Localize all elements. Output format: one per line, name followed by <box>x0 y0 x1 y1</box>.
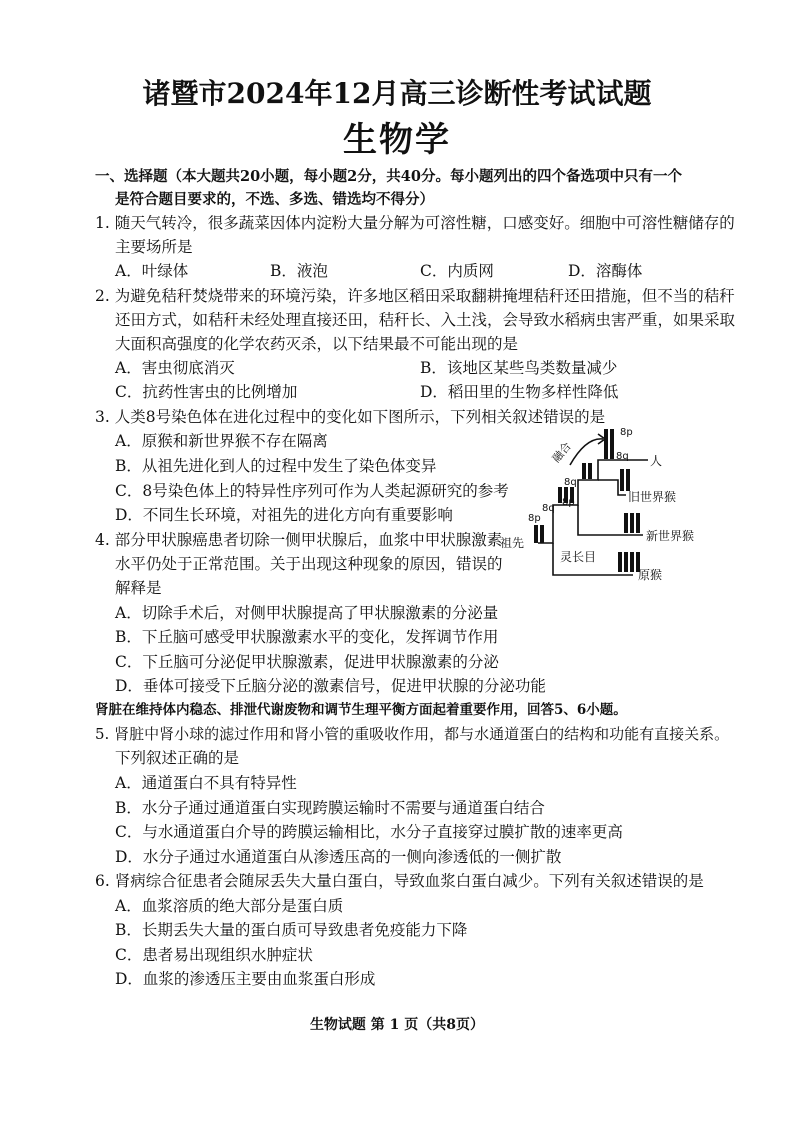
figure-label-8p-top: 8p <box>620 427 633 438</box>
chromosome-prosimian-2 <box>624 552 628 572</box>
chromosome-prosimian-1 <box>618 552 622 572</box>
q1-stem-line1: 1. 随天气转冷，很多蔬菜因体内淀粉大量分解为可溶性糖，口感变好。细胞中可溶性糖储存的 <box>95 214 735 232</box>
q5-stem-line1: 5. 肾脏中肾小球的滤过作用和肾小管的重吸收作用，都与水通道蛋白的结构和功能有直接关系。 <box>95 725 730 743</box>
q6-option-a: A．血浆溶质的绝大部分是蛋白质 <box>115 897 344 915</box>
figure-label-prosimian: 原猴 <box>638 568 663 582</box>
q2-stem-line1: 2. 为避免秸秆焚烧带来的环境污染，许多地区稻田采取翻耕掩埋秸秆还田措施，但不当的秸秆 <box>95 287 735 305</box>
figure-label-8p-low: 8p <box>528 513 541 524</box>
figure-label-primates: 灵长目 <box>560 550 597 564</box>
q5-option-c: C．与水通道蛋白介导的跨膜运输相比，水分子直接穿过膜扩散的速率更高 <box>115 823 623 841</box>
q4-option-d: D．垂体可接受下丘脑分泌的激素信号，促进甲状腺的分泌功能 <box>115 677 546 695</box>
chromosome-ancestor-1 <box>534 525 538 543</box>
section-heading-line2: 是符合题目要求的，不选、多选、错选均不得分） <box>115 191 434 208</box>
q3-option-d: D．不同生长环境，对祖先的进化方向有重要影响 <box>115 506 453 524</box>
figure-label-old-world: 旧世界猴 <box>628 490 677 504</box>
q4-stem-line3: 解释是 <box>115 579 162 597</box>
shared-context-note: 肾脏在维持体内稳态、排泄代谢废物和调节生理平衡方面起着重要作用，回答5、6小题。 <box>95 702 627 718</box>
q2-option-b: B．该地区某些鸟类数量减少 <box>420 359 618 377</box>
q5-stem-line2: 下列叙述正确的是 <box>115 749 240 767</box>
q1-option-b: B．液泡 <box>270 262 328 280</box>
q3-option-b: B．从祖先进化到人的过程中发生了染色体变异 <box>115 457 437 475</box>
figure-label-8q-top: 8q <box>616 451 629 462</box>
q5-option-b: B．水分子通过通道蛋白实现跨膜运输时不需要与通道蛋白结合 <box>115 799 545 817</box>
q6-option-b: B．长期丢失大量的蛋白质可导致患者免疫能力下降 <box>115 921 468 939</box>
figure-label-8p-mid: 8p <box>562 497 575 508</box>
chromosome-old-world-2 <box>626 469 630 491</box>
q5-option-a: A．通道蛋白不具有特异性 <box>115 774 297 792</box>
q4-option-c: C．下丘脑可分泌促甲状腺激素，促进甲状腺激素的分泌 <box>115 653 499 671</box>
q1-option-c: C．内质网 <box>420 262 494 280</box>
chromosome-new-world-1 <box>624 513 628 533</box>
q3-option-c: C．8号染色体上的特异性序列可作为人类起源研究的参考 <box>115 482 509 500</box>
figure-label-ancestor: 祖先 <box>500 536 525 550</box>
figure-label-new-world: 新世界猴 <box>646 529 695 543</box>
chromosome-new-world-2 <box>630 513 634 533</box>
subject-title: 生物学 <box>343 120 451 160</box>
q4-option-a: A．切除手术后，对侧甲状腺提高了甲状腺激素的分泌量 <box>115 604 499 622</box>
chromosome-node2-1 <box>582 463 586 479</box>
q6-stem: 6. 肾病综合征患者会随尿丢失大量白蛋白，导致血浆白蛋白减少。下列有关叙述错误的是 <box>95 872 704 890</box>
figure-label-8q-mid: 8q <box>564 477 577 488</box>
chromosome-node2-2 <box>588 463 592 479</box>
chromosome-human-1 <box>604 429 608 459</box>
q3-option-a: A．原猴和新世界猴不存在隔离 <box>115 432 328 450</box>
q2-stem-line3: 大面积高强度的化学农药灭杀，以下结果最不可能出现的是 <box>115 335 519 353</box>
q2-option-d: D．稻田里的生物多样性降低 <box>420 383 619 401</box>
q4-option-b: B．下丘脑可感受甲状腺激素水平的变化，发挥调节作用 <box>115 628 499 646</box>
q4-stem-line2: 水平仍处于正常范围。关于出现这种现象的原因，错误的 <box>115 555 503 573</box>
q1-option-a: A．叶绿体 <box>115 262 189 280</box>
q4-stem-line1: 4. 部分甲状腺癌患者切除一侧甲状腺后，血浆中甲状腺激素 <box>95 531 503 549</box>
chromosome-ancestor-2 <box>540 525 544 543</box>
figure-label-8q-low: 8q <box>542 503 555 514</box>
q3-stem: 3. 人类8号染色体在进化过程中的变化如下图所示，下列相关叙述错误的是 <box>95 408 606 426</box>
chromosome-evolution-figure <box>498 425 713 595</box>
chromosome-human-2 <box>610 429 614 459</box>
figure-label-human: 人 <box>650 454 663 468</box>
chromosome-new-world-3 <box>636 513 640 533</box>
q2-option-c: C．抗药性害虫的比例增加 <box>115 383 298 401</box>
q1-stem-line2: 主要场所是 <box>115 238 193 256</box>
q6-option-d: D．血浆的渗透压主要由血浆蛋白形成 <box>115 970 376 988</box>
chromosome-old-world-1 <box>620 469 624 491</box>
exam-title: 诸暨市2024年12月高三诊断性考试试题 <box>142 77 652 110</box>
chromosome-prosimian-3 <box>630 552 634 572</box>
q6-option-c: C．患者易出现组织水肿症状 <box>115 946 313 964</box>
section-heading-line1: 一、选择题（本大题共20小题，每小题2分，共40分。每小题列出的四个备选项中只有一个 <box>95 168 682 185</box>
page-footer: 生物试题 第 1 页（共8页） <box>309 1017 485 1033</box>
figure-label-fusion: 融合 <box>549 439 574 465</box>
q1-option-d: D．溶酶体 <box>568 262 643 280</box>
q5-option-d: D．水分子通过水通道蛋白从渗透压高的一侧向渗透低的一侧扩散 <box>115 848 562 866</box>
q2-option-a: A．害虫彻底消灭 <box>115 359 235 377</box>
q2-stem-line2: 还田方式，如秸秆未经处理直接还田，秸秆长、入土浅，会导致水稻病虫害严重，如果采取 <box>115 311 736 329</box>
